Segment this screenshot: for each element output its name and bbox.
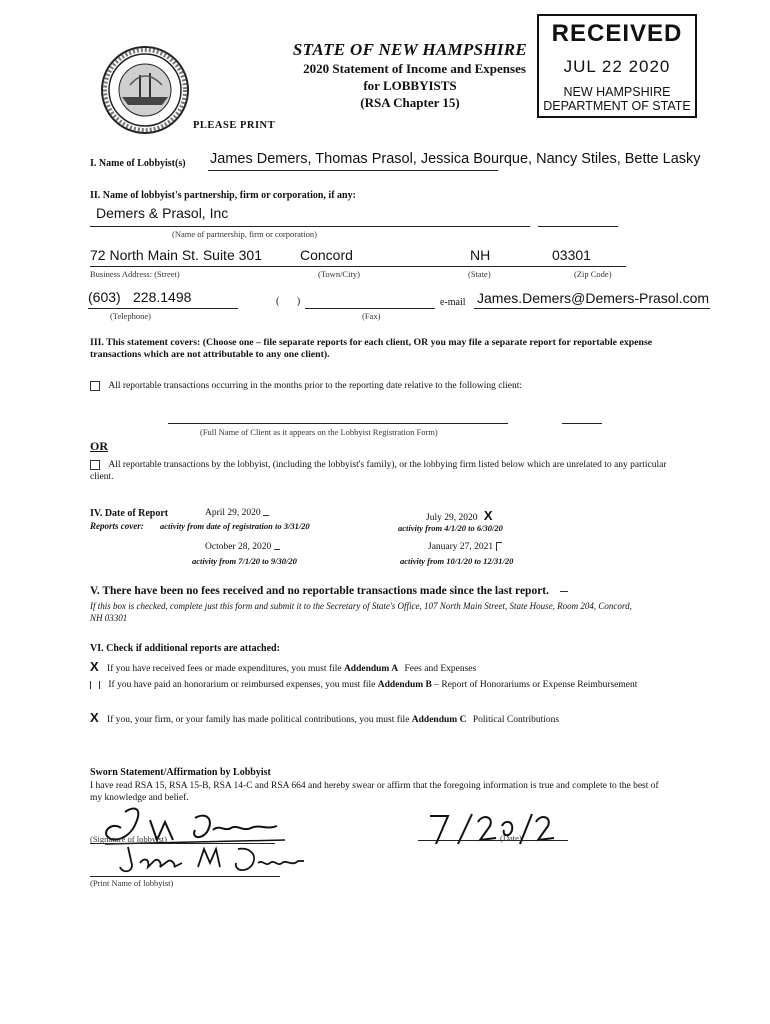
signature-caption: (Signature of lobbyist) [90, 834, 167, 844]
unrelated-checkbox[interactable] [90, 460, 100, 470]
fax-line [305, 308, 435, 309]
date3-checkbox[interactable] [274, 543, 280, 550]
print-name-caption: (Print Name of lobbyist) [90, 878, 174, 888]
client-name-line-right [562, 423, 602, 424]
sworn-title: Sworn Statement/Affirmation by Lobbyist [90, 767, 271, 778]
report-date-4-note: activity from 10/1/20 to 12/31/20 [400, 556, 514, 566]
fax-caption: (Fax) [362, 311, 381, 321]
report-date-1-note: activity from date of registration to 3/31/20 [160, 521, 310, 531]
received-line2: DEPARTMENT OF STATE [543, 99, 691, 113]
for-lobbyists: for LOBBYISTS [363, 78, 457, 93]
handwritten-date [420, 810, 560, 850]
covers-label-rest: (Choose one – file separate reports for each client, OR you may file a separate report for reportable expense transactions which are not attributable to any one client). [90, 337, 653, 360]
firm-line-right [538, 226, 618, 227]
date-of-report-label: IV. Date of Report [90, 508, 169, 519]
city: Concord [300, 247, 353, 263]
fax-field: ( ) [276, 296, 301, 307]
received-line1: NEW HAMPSHIRE [563, 85, 671, 99]
report-date-2: July 29, 2020 X [426, 508, 493, 523]
phone-caption: (Telephone) [110, 311, 151, 321]
covers-label-bold: III. This statement covers: [90, 337, 201, 348]
received-stamp [537, 14, 697, 118]
report-date-4: January 27, 2021 [428, 542, 502, 552]
covers-label [90, 337, 680, 361]
no-fees-statement: V. There have been no fees received and no reportable transactions made since the last report. [90, 585, 568, 597]
phone-area-code: (603) [88, 289, 121, 305]
unrelated-option-text: All reportable transactions by the lobbyist, (including the lobbyist's family), or the lobbying firm listed below which are unrelated to any particular client. [90, 460, 667, 482]
addendum-b-row: If you have paid an honorarium or reimbursed expenses, you must file Addendum B – Report of Honorariums or Expense Reimbursement [90, 679, 680, 691]
addendum-b-checkbox[interactable] [90, 681, 100, 689]
lobbyist-names: James Demers, Thomas Prasol, Jessica Bourque, Nancy Stiles, Bette Lasky [210, 151, 701, 167]
addendum-a-row: X If you have received fees or made expenditures, you must file Addendum A Fees and Expenses [90, 659, 477, 674]
client-checkbox[interactable] [90, 381, 100, 391]
firm-caption: (Name of partnership, firm or corporation) [172, 229, 317, 239]
please-print: PLEASE PRINT [193, 120, 276, 131]
print-name-line [90, 876, 280, 877]
client-option-text: All reportable transactions occurring in the months prior to the reporting date relative to the following client: [108, 381, 523, 392]
firm-label: II. Name of lobbyist's partnership, firm or corporation, if any: [90, 190, 356, 201]
no-fees-note: If this box is checked, complete just this form and submit it to the Secretary of State's Office, 107 North Main Street, State House, Room 204, Concord, NH 03301 [90, 601, 632, 623]
date-caption: (Date) [500, 833, 522, 843]
no-fees-checkbox[interactable] [560, 591, 568, 592]
date4-checkbox[interactable] [496, 542, 502, 551]
statement-title: 2020 Statement of Income and Expenses [303, 61, 526, 76]
client-option [90, 381, 690, 391]
report-date-3: October 28, 2020 [205, 542, 280, 552]
date-line [418, 840, 568, 841]
street-address: 72 North Main St. Suite 301 [90, 247, 262, 263]
addendum-c-row: X If you, your firm, or your family has made political contributions, you must file Addendum C Political Contributions [90, 710, 560, 725]
state-seal [100, 45, 190, 135]
unrelated-option [90, 459, 670, 483]
received-label: RECEIVED [551, 20, 683, 47]
date1-checkbox[interactable] [263, 509, 269, 516]
zip-code: 03301 [552, 247, 591, 263]
state-caption: (State) [468, 269, 491, 279]
client-caption: (Full Name of Client as it appears on the Lobbyist Registration Form) [200, 427, 438, 437]
addendum-c-check[interactable]: X [90, 710, 99, 725]
printed-name-handwritten [110, 843, 320, 877]
lobbyist-name-line [208, 170, 498, 171]
street-caption: Business Address: (Street) [90, 269, 180, 279]
state-title: STATE OF NEW HAMPSHIRE [292, 40, 528, 59]
email-label: e-mail [440, 297, 466, 308]
report-date-2-note: activity from 4/1/20 to 6/30/20 [398, 523, 503, 533]
firm-name: Demers & Prasol, Inc [96, 205, 229, 221]
email-line [474, 308, 710, 309]
phone-line [88, 308, 238, 309]
report-date-1: April 29, 2020 [205, 508, 269, 518]
email-address: James.Demers@Demers-Prasol.com [477, 290, 710, 306]
report-date-3-note: activity from 7/1/20 to 9/30/20 [192, 556, 297, 566]
phone-number: 228.1498 [133, 289, 192, 305]
city-caption: (Town/City) [318, 269, 360, 279]
addendum-a-check[interactable]: X [90, 659, 99, 674]
address-line [90, 266, 626, 267]
rsa-chapter: (RSA Chapter 15) [360, 95, 460, 110]
additional-reports-label: VI. Check if additional reports are attached: [90, 643, 280, 654]
or-label: OR [90, 439, 108, 453]
date2-check-mark[interactable]: X [483, 508, 493, 523]
zip-caption: (Zip Code) [574, 269, 612, 279]
reports-cover-label: Reports cover: [90, 521, 144, 531]
client-name-line [168, 423, 508, 424]
firm-line [90, 226, 530, 227]
lobbyist-name-label: I. Name of Lobbyist(s) [90, 158, 186, 169]
received-date: JUL 22 2020 [563, 57, 671, 76]
state: NH [470, 247, 491, 263]
sworn-text: I have read RSA 15, RSA 15-B, RSA 14-C and RSA 664 and hereby swear or affirm that the foregoing information is true and complete to the best of my knowledge and belief. [90, 781, 659, 803]
